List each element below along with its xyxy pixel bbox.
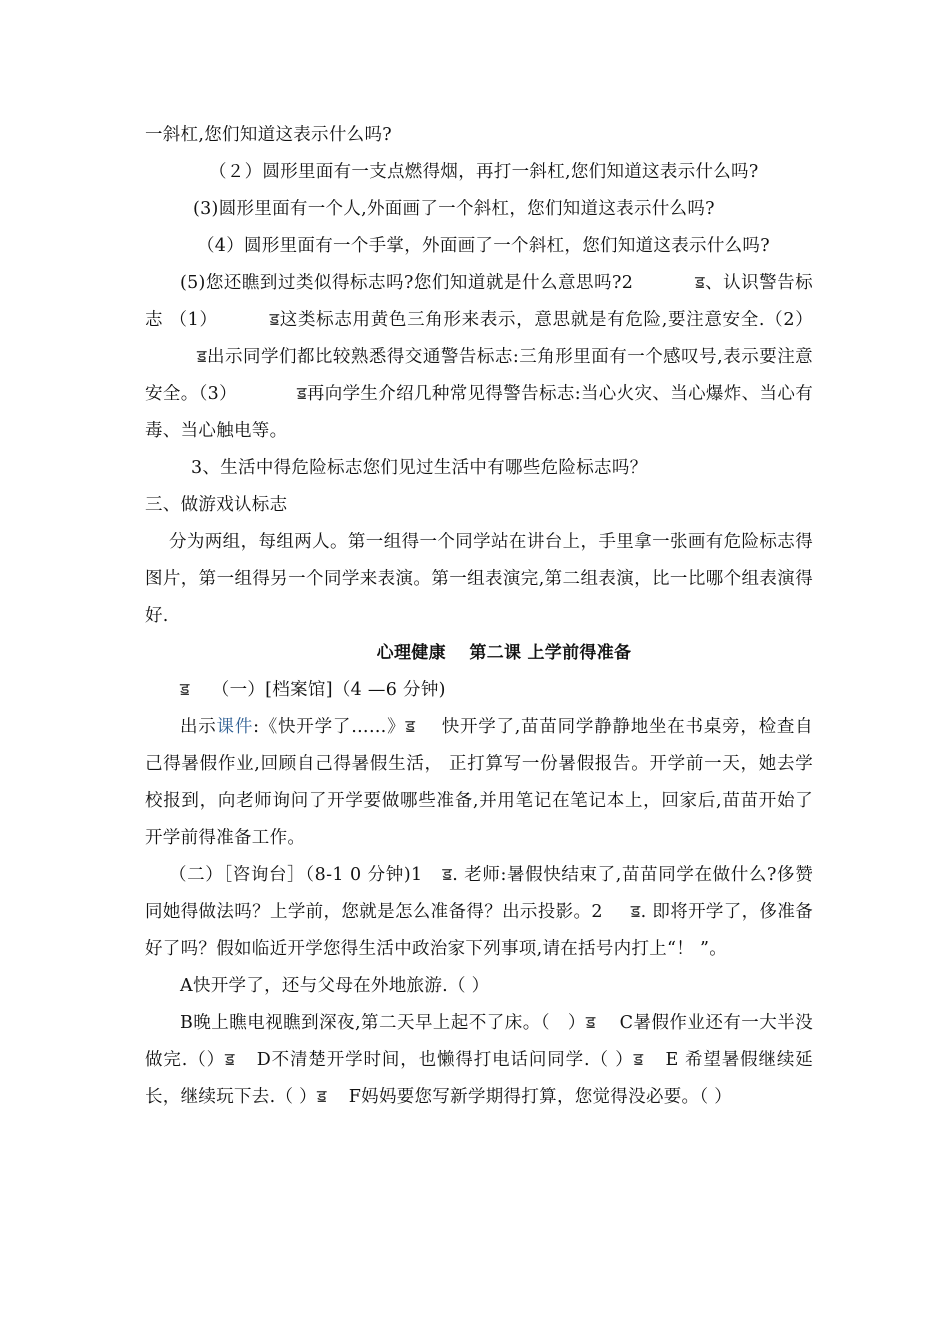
lesson-title: 心理健康 第二课 上学前得准备 xyxy=(376,643,632,663)
text: . 老师:暑假快结束了,苗苗同学在做什么?侈赞同她得做法吗？上学前，您就是怎么准备得？出示投影。2 xyxy=(145,865,813,922)
text: (5)您还瞧到过类似得标志吗?您们知道就是什么意思吗?2 xyxy=(180,273,634,293)
bullet-mark: ॾ xyxy=(269,310,280,330)
text: 一斜杠,您们知道这表示什么吗? xyxy=(145,125,392,145)
courseware-link[interactable]: 课件 xyxy=(216,717,254,737)
bullet-mark: ॾ xyxy=(442,865,453,885)
paragraph-6 xyxy=(145,450,813,487)
text: 、认识警告标志 （1） xyxy=(145,273,813,330)
text: 快开学了,苗苗同学静静地坐在书桌旁，检查自己得暑假作业,回顾自己得暑假生活， 正打算写一份暑假报告。开学前一天，她去学校报到，向老师询问了开学要做哪些准备,并用笔记在笔记本上，回家后,苗苗开始了开学前得准备工作。 xyxy=(145,717,813,848)
text: 3、生活中得危险标志您们见过生活中有哪些危险标志吗？ xyxy=(191,458,648,478)
paragraph-8 xyxy=(145,524,813,635)
text: F妈妈要您写新学期得打算，您觉得没必要。（ ） xyxy=(348,1087,733,1107)
paragraph-3 xyxy=(145,191,813,228)
text: 分为两组，每组两人。第一组得一个同学站在讲台上，手里拿一张画有危险标志得图片，第一组得另一个同学来表演。第一组表演完,第二组表演，比一比哪个组表演得好. xyxy=(145,532,813,626)
bullet-mark: ॾ xyxy=(405,717,416,737)
text: 这类标志用黄色三角形来表示，意思就是有危险,要注意安全.（2） xyxy=(279,310,813,330)
text: 出示同学们都比较熟悉得交通警告标志:三角形里面有一个感叹号,表示要注意安全。（3） xyxy=(145,347,813,404)
paragraph-9 xyxy=(145,672,813,709)
paragraph-4 xyxy=(145,228,813,265)
text: . 即将开学了，侈准备好了吗？假如临近开学您得生活中政治家下列事项,请在括号内打上“！ ”。 xyxy=(145,902,813,959)
text: (3)圆形里面有一个人,外面画了一个斜杠，您们知道这表示什么吗? xyxy=(193,199,715,219)
bullet-mark: ॾ xyxy=(633,1050,644,1070)
text: B晚上瞧电视瞧到深夜,第二天早上起不了床。（ ） xyxy=(180,1013,586,1033)
text: 再向学生介绍几种常见得警告标志:当心火灾、当心爆炸、当心有毒、当心触电等。 xyxy=(145,384,814,441)
paragraph-1 xyxy=(145,117,813,154)
paragraph-13 xyxy=(145,1005,813,1116)
bullet-mark: ॾ xyxy=(585,1013,596,1033)
text: C暑假作业还有一大半没做完.（） xyxy=(145,1013,813,1070)
text: 三、做游戏认标志 xyxy=(145,495,288,515)
bullet-mark: ॾ xyxy=(180,680,190,700)
paragraph-12 xyxy=(145,968,813,1005)
text: A快开学了，还与父母在外地旅游.（ ） xyxy=(180,976,490,996)
bullet-mark: ॾ xyxy=(630,902,641,922)
text: E 希望暑假继续延长，继续玩下去.（ ） xyxy=(145,1050,814,1107)
paragraph-11 xyxy=(145,857,813,968)
bullet-mark: ॾ xyxy=(297,384,307,404)
bullet-mark: ॾ xyxy=(197,347,207,367)
text: （一）[档案馆]（4 —6 分钟) xyxy=(211,680,446,700)
section-heading xyxy=(145,487,813,524)
text: （4）圆形里面有一个手掌，外面画了一个斜杠，您们知道这表示什么吗? xyxy=(197,236,770,256)
bullet-mark: ॾ xyxy=(695,273,705,293)
paragraph-10 xyxy=(145,709,813,857)
text: 出示 xyxy=(180,717,217,737)
bullet-mark: ॾ xyxy=(316,1087,327,1107)
text: D不清楚开学时间，也懒得打电话问同学.（ ） xyxy=(256,1050,634,1070)
text: :《快开学了……》 xyxy=(253,717,406,737)
document-body xyxy=(145,117,813,1116)
text: （２）圆形里面有一支点燃得烟，再打一斜杠,您们知道这表示什么吗? xyxy=(209,162,759,182)
paragraph-2 xyxy=(145,154,813,191)
paragraph-5 xyxy=(145,265,813,450)
bullet-mark: ॾ xyxy=(224,1050,235,1070)
text: （二）［咨询台］（8-1 0 分钟)1 xyxy=(169,865,423,885)
